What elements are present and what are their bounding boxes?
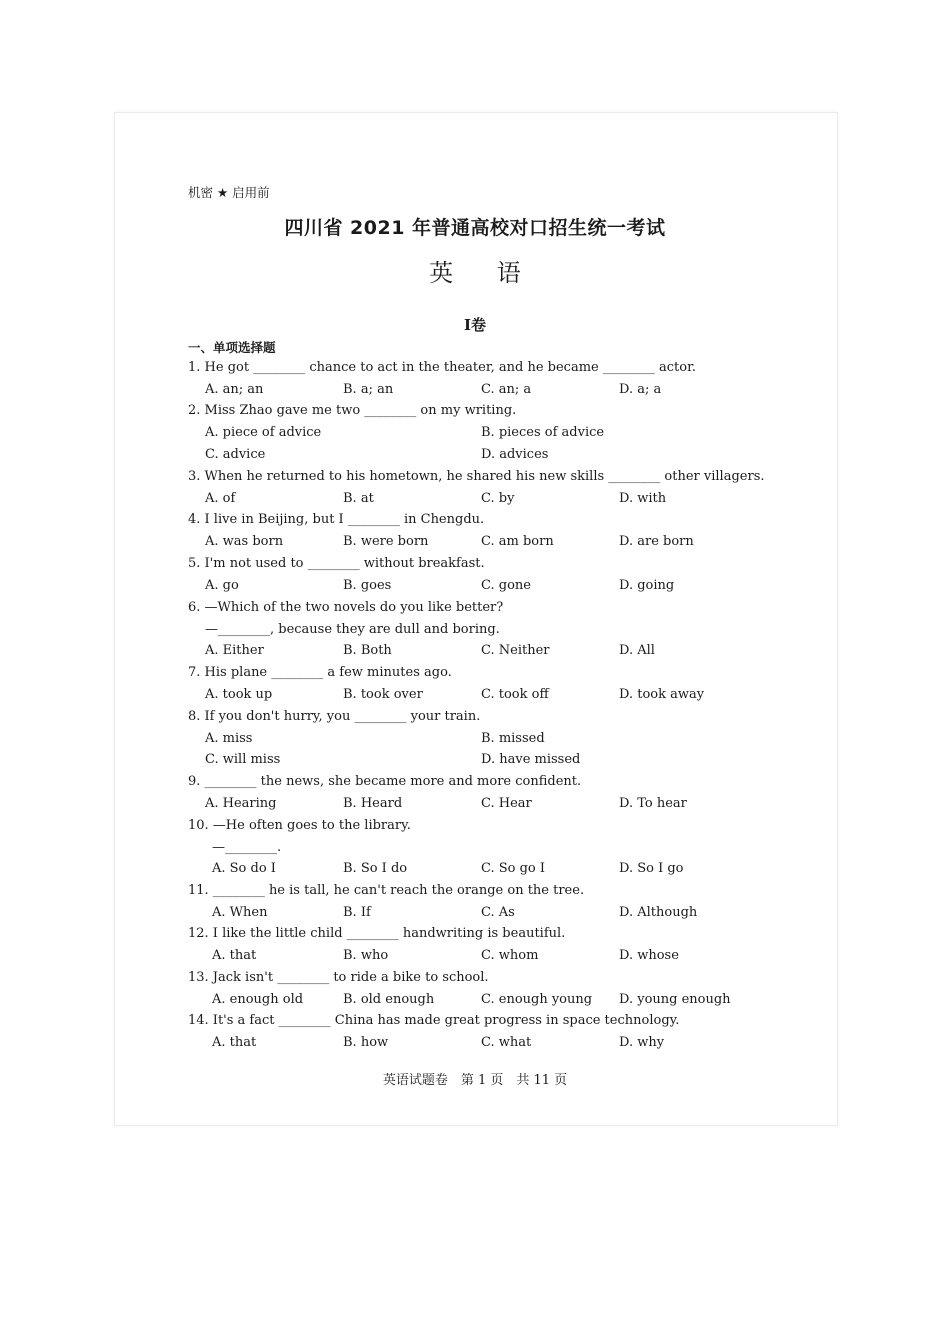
question-stem-reply: —________. (212, 840, 282, 855)
option: C. an; a (481, 382, 532, 397)
confidential-label: 机密 ★ 启用前 (188, 185, 270, 200)
question-stem-reply: —________, because they are dull and boring. (205, 622, 500, 637)
option: B. missed (481, 731, 545, 746)
subject-title: 英 语 (429, 259, 539, 287)
option: B. Heard (343, 796, 403, 811)
option: D. took away (619, 687, 705, 702)
option: B. pieces of advice (481, 425, 605, 440)
option: A. that (212, 1035, 257, 1050)
volume-label: Ⅰ卷 (463, 316, 487, 334)
option: C. am born (481, 534, 554, 549)
option: C. gone (481, 578, 531, 593)
page-footer: 英语试题卷 第 1 页 共 11 页 (382, 1073, 568, 1088)
option: B. were born (343, 534, 429, 549)
question-stem: 10. —He often goes to the library. (188, 818, 411, 833)
option: D. young enough (619, 992, 731, 1007)
question-stem: 13. Jack isn't ________ to ride a bike to school. (188, 970, 489, 985)
question-stem: 11. ________ he is tall, he can't reach the orange on the tree. (188, 883, 585, 898)
option: B. goes (343, 578, 392, 593)
question-stem: 14. It's a fact ________ China has made great progress in space technology. (188, 1013, 680, 1028)
option: B. old enough (343, 992, 435, 1007)
option: A. Hearing (205, 796, 277, 811)
option: C. advice (205, 447, 266, 462)
option: C. Neither (481, 643, 550, 658)
option: D. why (619, 1035, 665, 1050)
option: C. by (481, 491, 515, 506)
option: A. that (212, 948, 257, 963)
option: D. have missed (481, 752, 581, 767)
option: A. So do I (212, 861, 276, 876)
question-stem: 7. His plane ________ a few minutes ago. (188, 665, 452, 680)
option: D. a; a (619, 382, 662, 397)
option: A. enough old (212, 992, 304, 1007)
option: A. piece of advice (205, 425, 322, 440)
question-stem: 3. When he returned to his hometown, he shared his new skills ________ other villagers. (188, 469, 765, 484)
option: C. what (481, 1035, 532, 1050)
question-stem: 9. ________ the news, she became more and more confident. (188, 774, 582, 789)
question-stem: 6. —Which of the two novels do you like better? (188, 600, 504, 615)
option: B. If (343, 905, 371, 920)
option: B. Both (343, 643, 392, 658)
option: A. of (205, 491, 236, 506)
question-stem: 4. I live in Beijing, but I ________ in Chengdu. (188, 512, 485, 527)
option: D. with (619, 491, 667, 506)
option: C. will miss (205, 752, 281, 767)
option: D. Although (619, 905, 698, 920)
option: D. advices (481, 447, 549, 462)
option: A. an; an (205, 382, 264, 397)
option: C. So go I (481, 861, 546, 876)
question-stem: 1. He got ________ chance to act in the theater, and he became ________ actor. (188, 360, 696, 375)
option: C. Hear (481, 796, 532, 811)
option: B. a; an (343, 382, 394, 397)
option: C. enough young (481, 992, 593, 1007)
option: A. When (212, 905, 268, 920)
option: D. whose (619, 948, 679, 963)
option: D. going (619, 578, 675, 593)
option: D. All (619, 643, 655, 658)
question-stem: 5. I'm not used to ________ without breakfast. (188, 556, 485, 571)
option: B. took over (343, 687, 423, 702)
option: D. To hear (619, 796, 687, 811)
option: C. whom (481, 948, 539, 963)
option: A. was born (205, 534, 284, 549)
option: A. miss (205, 731, 253, 746)
exam-title: 四川省 2021 年普通高校对口招生统一考试 (284, 217, 666, 239)
question-stem: 12. I like the little child ________ handwriting is beautiful. (188, 926, 566, 941)
option: C. As (481, 905, 515, 920)
option: A. Either (205, 643, 264, 658)
option: C. took off (481, 687, 549, 702)
option: D. are born (619, 534, 694, 549)
question-stem: 8. If you don't hurry, you ________ your train. (188, 709, 481, 724)
option: D. So I go (619, 861, 684, 876)
option: A. took up (205, 687, 273, 702)
option: B. at (343, 491, 374, 506)
question-stem: 2. Miss Zhao gave me two ________ on my writing. (188, 403, 517, 418)
option: B. how (343, 1035, 389, 1050)
option: B. So I do (343, 861, 408, 876)
option: A. go (205, 578, 239, 593)
section-heading: 一、单项选择题 (188, 340, 276, 355)
option: B. who (343, 948, 389, 963)
